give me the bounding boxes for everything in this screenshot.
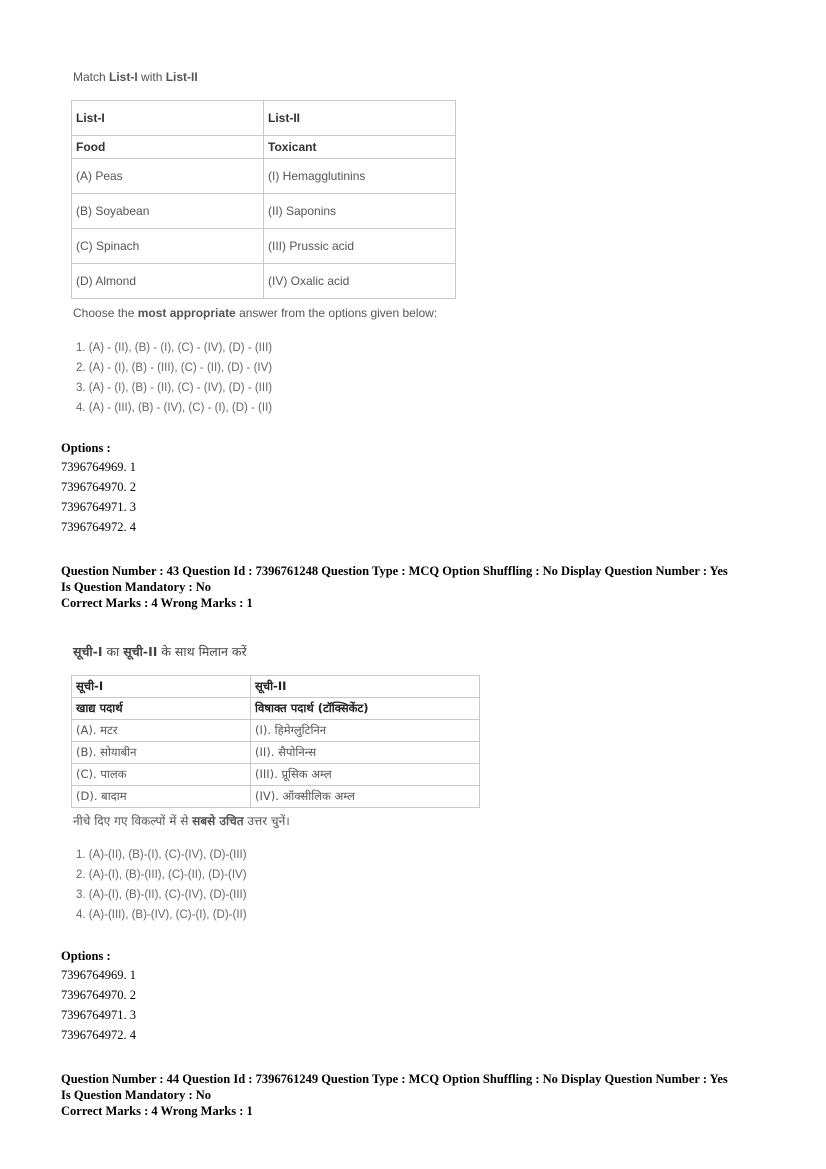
table-cell: (A). मटर bbox=[72, 720, 251, 742]
table-cell: (III) Prussic acid bbox=[264, 229, 456, 264]
english-question-intro bbox=[73, 70, 198, 84]
answer-option: 4. (A) - (III), (B) - (IV), (C) - (I), (D) - (II) bbox=[76, 402, 273, 414]
intro-list1: List-I bbox=[109, 70, 138, 84]
intro-text: के साथ मिलान करें bbox=[157, 644, 247, 659]
answer-option: 2. (A) - (I), (B) - (III), (C) - (II), (D) - (IV) bbox=[76, 362, 273, 374]
table-row bbox=[72, 159, 456, 194]
table-header-row bbox=[72, 101, 456, 136]
choose-text: Choose the bbox=[73, 306, 138, 320]
option-id: 7396764969. 1 bbox=[61, 968, 136, 982]
table-row bbox=[72, 720, 480, 742]
hindi-answer-options bbox=[76, 845, 247, 925]
answer-option: 1. (A) - (II), (B) - (I), (C) - (IV), (D) - (III) bbox=[76, 342, 273, 354]
table-row bbox=[72, 786, 480, 808]
table-header-cell: List-II bbox=[264, 101, 456, 136]
choose-text: उत्तर चुनें। bbox=[243, 814, 290, 828]
question-meta-line: Is Question Mandatory : No bbox=[61, 580, 212, 594]
table-cell: (II). सैपोनिन्स bbox=[251, 742, 480, 764]
table-header-cell: विषाक्त पदार्थ (टॉक्सिकेंट) bbox=[251, 698, 480, 720]
table-row bbox=[72, 764, 480, 786]
table-subheader-row bbox=[72, 698, 480, 720]
option-id: 7396764972. 4 bbox=[61, 1028, 136, 1042]
choose-emphasis: सबसे उचित bbox=[192, 814, 244, 828]
table-header-row bbox=[72, 676, 480, 698]
table-cell: (C) Spinach bbox=[72, 229, 264, 264]
question-meta-line: Question Number : 43 Question Id : 7396761248 Question Type : MCQ Option Shuffling : No Display Question Number : Yes bbox=[61, 564, 728, 578]
hindi-match-table bbox=[71, 675, 480, 808]
table-row bbox=[72, 229, 456, 264]
question-meta bbox=[61, 1071, 781, 1119]
options-block bbox=[61, 947, 136, 1045]
option-id: 7396764970. 2 bbox=[61, 480, 136, 494]
choose-emphasis: most appropriate bbox=[137, 306, 236, 320]
table-header-cell: Toxicant bbox=[264, 136, 456, 159]
answer-option: 2. (A)-(I), (B)-(III), (C)-(II), (D)-(IV) bbox=[76, 869, 247, 881]
table-cell: (B). सोयाबीन bbox=[72, 742, 251, 764]
options-block bbox=[61, 439, 136, 537]
options-label: Options : bbox=[61, 441, 111, 455]
table-cell: (IV) Oxalic acid bbox=[264, 264, 456, 299]
table-cell: (II) Saponins bbox=[264, 194, 456, 229]
question-meta-line: Correct Marks : 4 Wrong Marks : 1 bbox=[61, 596, 253, 610]
table-header-cell: खाद्य पदार्थ bbox=[72, 698, 251, 720]
table-row bbox=[72, 742, 480, 764]
table-header-cell: Food bbox=[72, 136, 264, 159]
choose-text: answer from the options given below: bbox=[235, 306, 438, 320]
hindi-question-intro bbox=[73, 643, 247, 660]
option-id: 7396764971. 3 bbox=[61, 1008, 136, 1022]
intro-text: का bbox=[102, 644, 124, 659]
english-match-table bbox=[71, 100, 456, 299]
table-row bbox=[72, 194, 456, 229]
question-meta bbox=[61, 563, 781, 611]
table-header-cell: सूची-II bbox=[251, 676, 480, 698]
table-cell: (III). प्रूसिक अम्ल bbox=[251, 764, 480, 786]
table-header-cell: List-I bbox=[72, 101, 264, 136]
intro-list2: List-II bbox=[165, 70, 198, 84]
intro-list1: सूची-I bbox=[73, 644, 103, 659]
intro-list2: सूची-II bbox=[123, 644, 158, 659]
hindi-choose-instruction bbox=[73, 812, 290, 829]
option-id: 7396764971. 3 bbox=[61, 500, 136, 514]
answer-option: 4. (A)-(III), (B)-(IV), (C)-(I), (D)-(II) bbox=[76, 909, 247, 921]
table-cell: (I). हिमेग्लुटिनिन bbox=[251, 720, 480, 742]
english-answer-options bbox=[76, 338, 272, 418]
intro-text: Match bbox=[73, 70, 110, 84]
answer-option: 3. (A) - (I), (B) - (II), (C) - (IV), (D) - (III) bbox=[76, 382, 273, 394]
intro-text: with bbox=[137, 70, 166, 84]
table-subheader-row bbox=[72, 136, 456, 159]
options-label: Options : bbox=[61, 949, 111, 963]
table-header-cell: सूची-I bbox=[72, 676, 251, 698]
question-meta-line: Correct Marks : 4 Wrong Marks : 1 bbox=[61, 1104, 253, 1118]
table-row bbox=[72, 264, 456, 299]
english-choose-instruction bbox=[73, 306, 437, 320]
table-cell: (B) Soyabean bbox=[72, 194, 264, 229]
table-cell: (A) Peas bbox=[72, 159, 264, 194]
table-cell: (D). बादाम bbox=[72, 786, 251, 808]
table-cell: (IV). ऑक्सीलिक अम्ल bbox=[251, 786, 480, 808]
table-cell: (I) Hemagglutinins bbox=[264, 159, 456, 194]
answer-option: 1. (A)-(II), (B)-(I), (C)-(IV), (D)-(III) bbox=[76, 849, 247, 861]
choose-text: नीचे दिए गए विकल्पों में से bbox=[73, 814, 193, 828]
option-id: 7396764969. 1 bbox=[61, 460, 136, 474]
question-meta-line: Is Question Mandatory : No bbox=[61, 1088, 212, 1102]
option-id: 7396764972. 4 bbox=[61, 520, 136, 534]
answer-option: 3. (A)-(I), (B)-(II), (C)-(IV), (D)-(III) bbox=[76, 889, 247, 901]
table-cell: (C). पालक bbox=[72, 764, 251, 786]
question-meta-line: Question Number : 44 Question Id : 7396761249 Question Type : MCQ Option Shuffling : No Display Question Number : Yes bbox=[61, 1072, 728, 1086]
table-cell: (D) Almond bbox=[72, 264, 264, 299]
option-id: 7396764970. 2 bbox=[61, 988, 136, 1002]
